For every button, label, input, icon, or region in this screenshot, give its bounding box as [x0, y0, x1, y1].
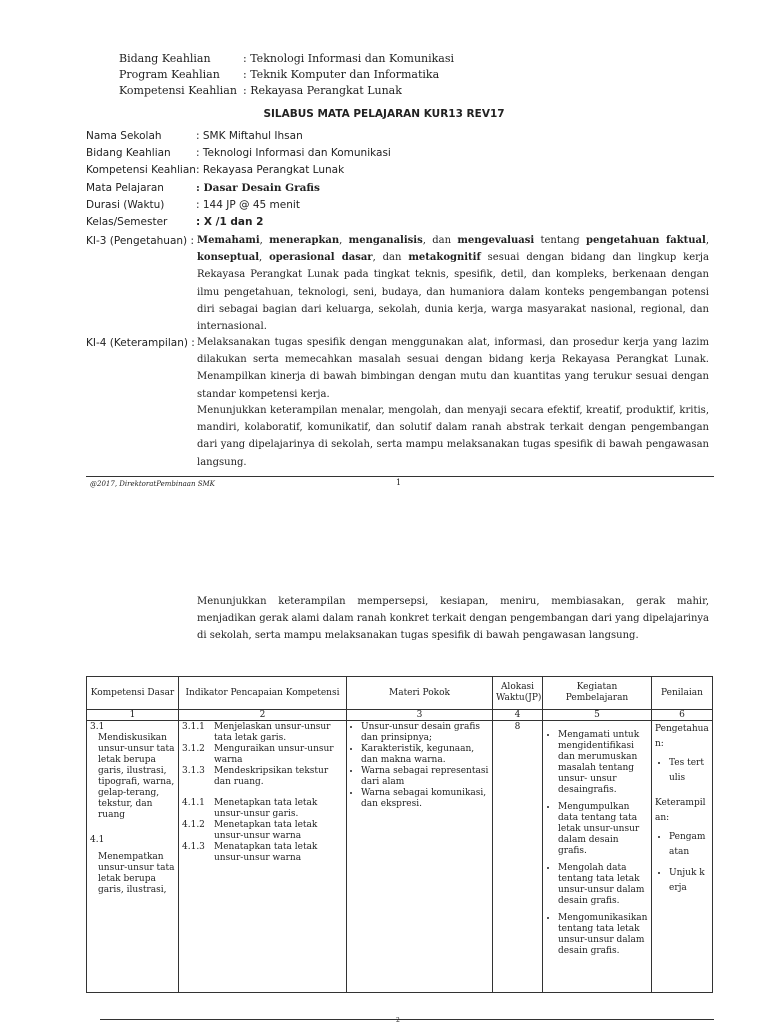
indikator-code: 3.1.1	[182, 722, 205, 732]
kd-code: 3.1	[90, 722, 105, 732]
ki3-span: , dan	[422, 235, 458, 246]
header-value: : Rekayasa Perangkat Lunak	[243, 84, 402, 97]
ki3-bold: menerapkan	[269, 235, 340, 246]
ki3-span: sesuai dengan bidang dan lingkup kerja Rekayasa Perangkat Lunak pada tingkat teknis, spesifik, detil, dan kompleks, berkenaan dengan ilmu pengetahuan, teknologi, seni, budaya, dan humaniora dalam konteks pengembangan potensi diri sebagai bagian dari keluarga, sekolah, dunia kerja, warga masyarakat nasional, regional, dan internasional.	[197, 252, 709, 333]
document-title: SILABUS MATA PELAJARAN KUR13 REV17	[263, 108, 505, 120]
info-label: Bidang Keahlian	[86, 147, 171, 159]
ki3-span: ,	[259, 235, 270, 246]
indikator-code: 4.1.1	[182, 798, 205, 808]
list-item: • Tes tertulis	[669, 756, 709, 786]
penilaian-knowledge-label: Pengetahuan:	[655, 724, 709, 749]
list-item: • Karakteristik, kegunaan, dan makna warna.	[361, 744, 489, 766]
info-label: Mata Pelajaran	[86, 182, 164, 194]
ki3-bold: pengetahuan faktual	[585, 235, 706, 246]
materi-cell	[347, 721, 493, 993]
indikator-text: Menjelaskan unsur-unsur tata letak garis.	[214, 722, 331, 743]
indikator-code: 3.1.3	[182, 766, 205, 776]
info-value: : SMK Miftahul Ihsan	[196, 130, 303, 142]
info-label: Durasi (Waktu)	[86, 199, 165, 211]
alokasi-cell: 8	[493, 721, 543, 993]
column-header: Penilaian	[652, 677, 713, 710]
kegiatan-cell	[543, 721, 652, 993]
list-item: • Unsur-unsur desain grafis dan prinsipnya;	[361, 722, 489, 744]
indikator-item	[182, 722, 343, 744]
kegiatan-list	[546, 730, 648, 957]
materi-list	[350, 722, 489, 810]
column-number: 1	[87, 710, 179, 721]
ki4-label: KI-4 (Keterampilan) :	[86, 337, 195, 349]
page-divider	[86, 476, 714, 477]
indikator-cell	[179, 721, 347, 993]
header-label: Kompetensi Keahlian	[119, 84, 237, 97]
info-value: : Teknologi Informasi dan Komunikasi	[196, 147, 391, 159]
list-item: • Pengamatan	[669, 830, 709, 860]
ki3-bold: metakognitif	[408, 252, 481, 264]
penilaian-skill-label: Keterampilan:	[655, 798, 706, 823]
ki3-text	[197, 232, 709, 335]
column-number: 3	[347, 710, 493, 721]
indikator-code: 3.1.2	[182, 744, 205, 754]
list-item: • Unjuk kerja	[669, 866, 709, 896]
info-value: : Rekayasa Perangkat Lunak	[196, 164, 345, 176]
penilaian-cell	[652, 721, 713, 993]
indikator-item	[182, 842, 343, 864]
indikator-text: Menguraikan unsur-unsur warna	[214, 744, 334, 765]
list-item: • Mengomunikasikan tentang tata letak unsur-unsur dalam desain grafis.	[558, 913, 648, 957]
column-header: Kompetensi Dasar	[87, 677, 179, 710]
ki3-bold: operasional dasar	[269, 252, 373, 264]
ki4-text-2: Menunjukkan keterampilan menalar, mengolah, dan menyaji secara efektif, kreatif, produktif, kritis, mandiri, kolaboratif, komunikatif, dan solutif dalam ranah abstrak terkait dengan pengembangan dari yang dipelajarinya di sekolah, serta mampu melaksanakan tugas spesifik di bawah pengawasan langsung.	[197, 405, 709, 468]
penilaian-skill-list	[655, 830, 709, 896]
list-item: • Mengumpulkan data tentang tata letak unsur-unsur dalam desain grafis.	[558, 802, 648, 857]
syllabus-table	[86, 676, 713, 993]
indikator-code: 4.1.2	[182, 820, 205, 830]
column-header: Indikator Pencapaian Kompetensi	[179, 677, 347, 710]
indikator-text: Menetapkan tata letak unsur-unsur garis.	[214, 798, 318, 819]
page-number: 2	[396, 1017, 400, 1024]
table-number-row	[87, 710, 713, 721]
column-number: 2	[179, 710, 347, 721]
indikator-item	[182, 798, 343, 820]
info-label: Nama Sekolah	[86, 130, 162, 142]
table-row	[87, 721, 713, 993]
ki3-label: KI-3 (Pengetahuan) :	[86, 235, 195, 247]
ki3-span: , dan	[372, 252, 409, 264]
header-value: : Teknik Komputer dan Informatika	[243, 68, 440, 81]
info-value-subject: : Dasar Desain Grafis	[196, 182, 320, 194]
info-value-class: : X /1 dan 2	[196, 216, 264, 228]
column-number: 6	[652, 710, 713, 721]
indikator-item	[182, 820, 343, 842]
column-header: Kegiatan Pembelajaran	[543, 677, 652, 710]
footer-copyright: @2017, DirektoratPembinaan SMK	[90, 480, 215, 488]
header-value: : Teknologi Informasi dan Komunikasi	[243, 52, 455, 65]
page-divider-bottom	[100, 1019, 714, 1020]
column-number: 5	[543, 710, 652, 721]
ki3-span: tentang	[534, 235, 586, 246]
header-label: Bidang Keahlian	[119, 52, 211, 65]
column-number: 4	[493, 710, 543, 721]
kd-code: 4.1	[90, 835, 105, 845]
header-label: Program Keahlian	[119, 68, 220, 81]
ki4-text-1: Melaksanakan tugas spesifik dengan menggunakan alat, informasi, dan prosedur kerja yang lazim dilakukan serta memecahkan masalah sesuai dengan bidang kerja Rekayasa Perangkat Lunak. Menampilkan kinerja di bawah bimbingan dengan mutu dan kuantitas yang terukur sesuai dengan standar kompetensi kerja.	[197, 337, 709, 400]
page-number: 1	[396, 478, 402, 487]
indikator-text: Menetapkan tata letak unsur-unsur warna	[214, 820, 318, 841]
table-header-row	[87, 677, 713, 710]
list-item: • Warna sebagai komunikasi, dan ekspresi.	[361, 788, 489, 810]
info-label: Kelas/Semester	[86, 216, 168, 228]
kd-cell	[87, 721, 179, 993]
indikator-code: 4.1.3	[182, 842, 205, 852]
indikator-text: Menatapkan tata letak unsur-unsur warna	[214, 842, 318, 863]
ki3-bold: konseptual	[197, 252, 260, 264]
list-item: • Warna sebagai representasi dari alam	[361, 766, 489, 788]
kd-text: Mendiskusikan unsur-unsur tata letak berupa garis, ilustrasi, tipografi, warna, gelap-terang, tekstur, dan ruang	[98, 733, 175, 820]
ki3-span: ,	[339, 235, 349, 246]
indikator-item	[182, 744, 343, 766]
indikator-text: Mendeskripsikan tekstur dan ruang.	[214, 766, 329, 787]
column-header: Alokasi Waktu(JP)	[493, 677, 543, 710]
ki4-text-3: Menunjukkan keterampilan mempersepsi, kesiapan, meniru, membiasakan, gerak mahir, menjadikan gerak alami dalam ranah konkret terkait dengan pengembangan dari yang dipelajarinya di sekolah, serta mampu melaksanakan tugas spesifik di bawah pengawasan langsung.	[197, 596, 709, 642]
ki3-span: ,	[705, 235, 710, 246]
penilaian-knowledge-list	[655, 756, 709, 786]
ki3-bold: Memahami	[197, 235, 260, 246]
indikator-item	[182, 766, 343, 788]
info-value: : 144 JP @ 45 menit	[196, 199, 300, 211]
ki3-bold: menganalisis	[348, 235, 423, 246]
list-item: • Mengamati untuk mengidentifikasi dan merumuskan masalah tentang unsur- unsur desaingrafis.	[558, 730, 648, 796]
column-header: Materi Pokok	[347, 677, 493, 710]
info-label: Kompetensi Keahlian	[86, 164, 196, 176]
kd-text: Menempatkan unsur-unsur tata letak berupa garis, ilustrasi,	[98, 852, 175, 895]
ki3-span: ,	[259, 252, 270, 264]
ki3-bold: mengevaluasi	[457, 235, 535, 246]
list-item: • Mengolah data tentang tata letak unsur-unsur dalam desain grafis.	[558, 863, 648, 907]
